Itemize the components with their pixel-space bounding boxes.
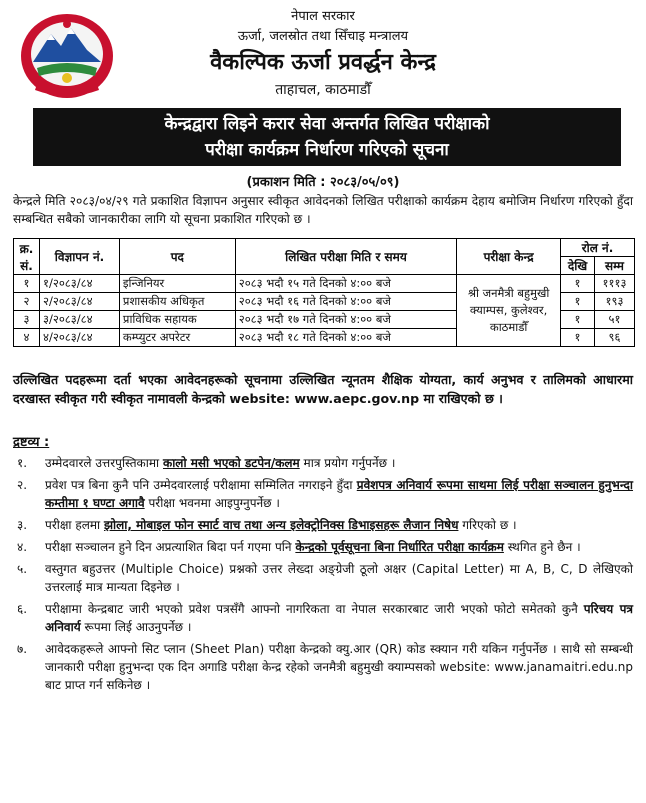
note-text-end: गरिएको छ । [458,518,517,532]
cell-roll-from: १ [561,293,595,311]
note-text-end: मात्र प्रयोग गर्नुपर्नेछ । [299,456,396,470]
cell-roll-to: १९३ [594,293,634,311]
intro-paragraph: केन्द्रले मिति २०८३/०४/२९ गते प्रकाशित विज्ञापन अनुसार स्वीकृत आवेदनको लिखित परीक्षाको कार्यक्रम देहाय बमोजिम निर्धारण गरिएको हुँदा सम्बन्धित सबैको जानकारीका लागि यो सूचना प्रकाशित गरिएको छ । [13,194,633,226]
ministry-name: ऊर्जा, जलस्रोत तथा सिँचाइ मन्त्रालय [237,29,409,44]
cell-ad-no: ४/२०८३/८४ [39,329,119,347]
cell-roll-to: ५१ [594,311,634,329]
exam-schedule-table [13,238,635,347]
banner-line-1: केन्द्रद्वारा लिइने करार सेवा अन्तर्गत लिखित परीक्षाको [164,114,490,134]
note-number: ७. [17,642,28,656]
cell-post: कम्प्युटर अपरेटर [119,329,235,347]
office-name: वैकल्पिक ऊर्जा प्रवर्द्धन केन्द्र [210,50,436,75]
note-number: १. [17,456,28,470]
cell-ad-no: १/२०८३/८४ [39,275,119,293]
note-item [13,600,633,636]
header-post: पद [119,239,235,275]
notes-list [13,454,633,698]
office-location: ताहाचल, काठमाडौँ [275,82,371,98]
cell-roll-from: १ [561,275,595,293]
note-text: आवेदकहरूले आफ्नो सिट प्लान (Sheet Plan) परीक्षा केन्द्रको क्यु.आर (QR) कोड स्क्यान गरी यकिन गर्नुपर्नेछ । साथै सो सम्बन्धी जानकारी परीक्षा हुनुभन्दा एक दिन अगाडि परीक्षा केन्द्र रहेको जनमैत्री बहुमुखी क्याम्पसको website: www.janamaitri.edu.np बाट प्राप्त गर्न सकिनेछ । [45,642,633,692]
note-item [13,476,633,512]
note-emphasis: केन्द्रको पूर्वसूचना बिना निर्धारित परीक्षा कार्यक्रम [295,540,504,554]
note-text: परीक्षामा केन्द्रबाट जारी भएको प्रवेश पत्रसँगै आफ्नो नागरिकता वा नेपाल सरकारबाट जारी भएको फोटो समेतको कुनै [45,602,584,616]
note-number: २. [17,478,28,492]
note-text: उम्मेदवारले उत्तरपुस्तिकामा [45,456,163,470]
publication-date: (प्रकाशन मिति : २०८३/०५/०९) [246,175,400,190]
header-roll-from: देखि [561,257,595,275]
note-emphasis: कालो मसी भएको डटपेन/कलम [162,456,300,470]
cell-roll-to: ९६ [594,329,634,347]
notice-page [5,2,641,800]
header-exam-date: लिखित परीक्षा मिति र समय [235,239,456,275]
note-emphasis: प्रवेशपत्र अनिवार्य रूपमा साथमा लिई परीक्षा सञ्चालन हुनुभन्दा कम्तीमा १ घण्टा अगावै [45,478,634,510]
cell-ad-no: २/२०८३/८४ [39,293,119,311]
cell-sn: २ [14,293,40,311]
cell-post: प्राविधिक सहायक [119,311,235,329]
banner-line-2: परीक्षा कार्यक्रम निर्धारण गरिएको सूचना [205,140,449,160]
cell-sn: ३ [14,311,40,329]
note-text-end: परीक्षा भवनमा आइपुग्नुपर्नेछ । [144,496,280,510]
note-text: परीक्षा हलमा [45,518,104,532]
note-text: वस्तुगत बहुउत्तर (Multiple Choice) प्रश्नको उत्तर लेख्दा अङ्ग्रेजी ठूलो अक्षर (Capital Letter) मा A, B, C, D लेखिएको उत्तरलाई मात्र मान्यता दिइनेछ । [45,562,633,594]
cell-ad-no: ३/२०८३/८४ [39,311,119,329]
note-text: प्रवेश पत्र बिना कुनै पनि उम्मेदवारलाई परीक्षामा सम्मिलित नगराइने हुँदा [45,478,357,492]
note-emphasis: परिचय पत्र अनिवार्य [45,602,634,634]
cell-exam-date: २०८३ भदौ १८ गते दिनको ४:०० बजे [235,329,456,347]
cell-sn: १ [14,275,40,293]
note-number: ३. [17,518,28,532]
note-number: ५. [17,562,28,576]
cell-roll-to: १११३ [594,275,634,293]
table-row [14,275,635,293]
note-item [13,454,633,472]
cell-sn: ४ [14,329,40,347]
header-sn: क्र. सं. [14,239,40,275]
note-item [13,516,633,534]
note-number: ४. [17,540,28,554]
header-center: परीक्षा केन्द्र [457,239,561,275]
notes-heading: द्रष्टव्य : [13,435,50,450]
header-ad-no: विज्ञापन नं. [39,239,119,275]
cell-exam-date: २०८३ भदौ १७ गते दिनको ४:०० बजे [235,311,456,329]
cell-exam-date: २०८३ भदौ १६ गते दिनको ४:०० बजे [235,293,456,311]
cell-post: प्रशासकीय अधिकृत [119,293,235,311]
note-number: ६. [17,602,28,616]
cell-roll-from: १ [561,329,595,347]
notice-title-banner [33,108,621,166]
cell-exam-date: २०८३ भदौ १५ गते दिनको ४:०० बजे [235,275,456,293]
note-text: परीक्षा सञ्चालन हुने दिन अप्रत्याशित बिदा पर्न गएमा पनि [45,540,296,554]
letterhead [5,2,641,106]
cell-center: श्री जनमैत्री बहुमुखी क्याम्पस, कुलेश्वर, काठमाडौँ [457,275,561,347]
note-text-end: रूपमा लिई आउनुपर्नेछ । [80,620,192,634]
note-item [13,640,633,694]
note-item [13,560,633,596]
note-item [13,538,633,556]
header-roll: रोल नं. [561,239,635,257]
approval-paragraph: उल्लिखित पदहरूमा दर्ता भएका आवेदनहरूको सूचनामा उल्लिखित न्यूनतम शैक्षिक योग्यता, कार्य अनुभव र तालिमको आधारमा दरखास्त स्वीकृत गरी स्वीकृत नामावली केन्द्रको website: www.aepc.gov.np मा राखिएको छ । [13,372,633,406]
cell-roll-from: १ [561,311,595,329]
header-roll-to: सम्म [594,257,634,275]
govt-name: नेपाल सरकार [291,9,355,24]
note-emphasis: झोला, मोबाइल फोन स्मार्ट वाच तथा अन्य इलेक्ट्रोनिक्स डिभाइसहरू लैजान निषेध [103,518,459,532]
note-text-end: स्थगित हुने छैन । [503,540,581,554]
cell-post: इन्जिनियर [119,275,235,293]
